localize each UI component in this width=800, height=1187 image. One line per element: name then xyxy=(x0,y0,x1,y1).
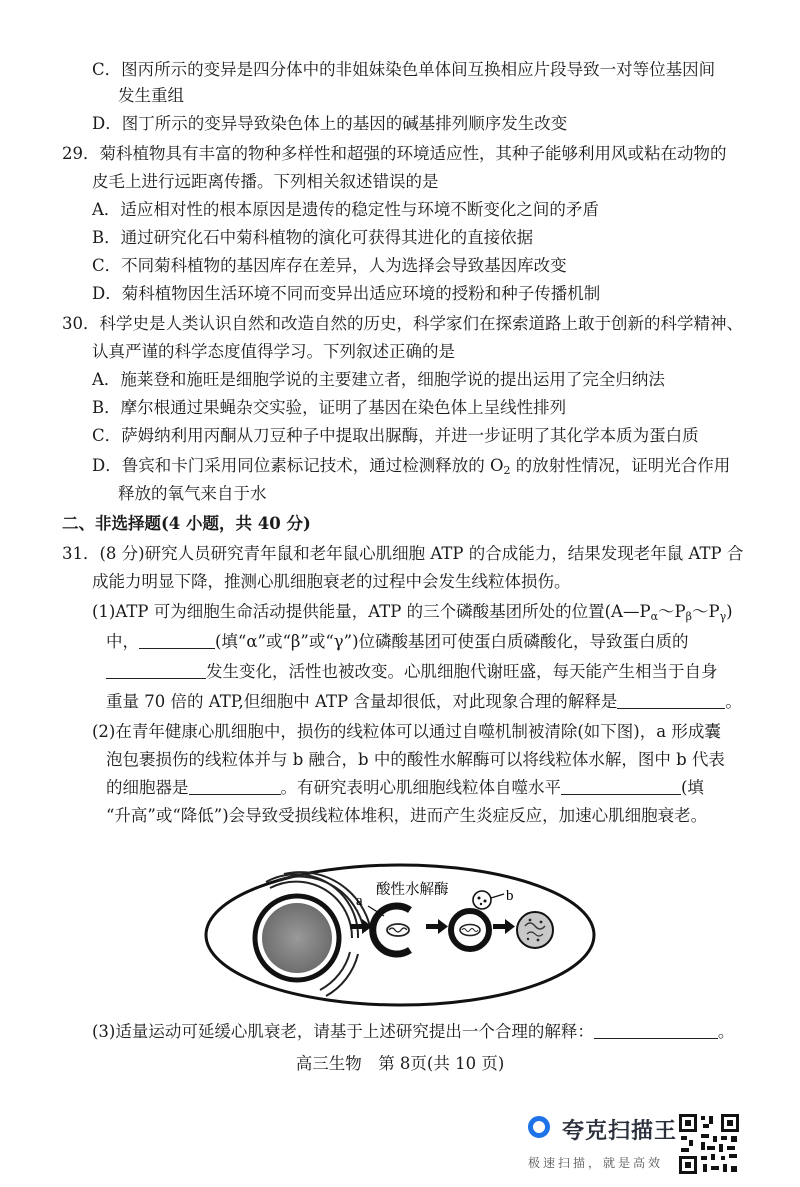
answer-blank-3[interactable] xyxy=(617,690,725,709)
q31-part1-line1: (1)ATP 可为细胞生命活动提供能量，ATP 的三个磷酸基团所处的位置$(A—P_\alpha\sim P_\beta\sim P_\gamma)$ xyxy=(92,602,733,623)
page-footer: 高三生物 第 8页(共 10 页) xyxy=(295,1054,505,1073)
q29-stem-line2: 皮毛上进行远距离传播。下列相关叙述错误的是 xyxy=(92,172,439,191)
q28-option-d: D．图丁所示的变异导致染色体上的基因的碱基排列顺序发生改变 xyxy=(92,114,568,133)
q31-part2-line3: 的细胞器是 。有研究表明心肌细胞线粒体自噬水平 (填 xyxy=(106,778,704,797)
q30-option-c: C．萨姆纳利用丙酮从刀豆种子中提取出脲酶，并进一步证明了其化学本质为蛋白质 xyxy=(92,426,699,445)
q29-option-d: D．菊科植物因生活环境不同而变异出适应环境的授粉和种子传播机制 xyxy=(92,284,601,303)
answer-blank-4[interactable] xyxy=(189,776,281,795)
q31-part2-line4: “升高”或“降低”)会导致受损线粒体堆积，进而产生炎症反应，加速心肌细胞衰老。 xyxy=(106,806,708,825)
answer-blank-1[interactable] xyxy=(139,630,215,649)
qr-code-icon xyxy=(677,1112,741,1176)
q29-option-c: C．不同菊科植物的基因库存在差异，人为选择会导致基因库改变 xyxy=(92,256,567,275)
q30-option-d-line2: 释放的氧气来自于水 xyxy=(118,484,267,503)
label-b: b xyxy=(506,888,514,904)
answer-blank-6[interactable] xyxy=(594,1020,718,1039)
q29-option-b: B．通过研究化石中菊科植物的演化可获得其进化的直接依据 xyxy=(92,228,534,247)
autolysosome xyxy=(517,912,553,948)
q31-part1-line4: 重量 70 倍的 ATP,但细胞中 ATP 含量却很低，对此现象合理的解释是 。 xyxy=(106,692,742,711)
label-a: a xyxy=(356,893,363,909)
q31-part2-line2: 泡包裹损伤的线粒体并与 b 融合，b 中的酸性水解酶可以将线粒体水解，图中 b 代表 xyxy=(106,750,725,769)
enzyme-label: 酸性水解酶 xyxy=(376,882,449,898)
q30-option-b: B．摩尔根通过果蝇杂交实验，证明了基因在染色体上呈线性排列 xyxy=(92,398,567,417)
scanner-watermark xyxy=(522,1112,792,1178)
brand-name: 夸克扫描王 xyxy=(562,1119,678,1144)
q31-part1-line3: 发生变化，活性也被改变。心肌细胞代谢旺盛，每天能产生相当于自身 xyxy=(106,660,718,684)
q30-option-a: A．施莱登和施旺是细胞学说的主要建立者，细胞学说的提出运用了完全归纳法 xyxy=(92,370,665,389)
nucleus-interior xyxy=(262,903,332,973)
q31-part1-line2: 中， (填“α”或“β”或“γ”)位磷酸基团可使蛋白质磷酸化，导致蛋白质的 xyxy=(106,632,689,651)
answer-blank-2[interactable] xyxy=(106,660,206,679)
lysosome xyxy=(473,891,491,909)
section-heading: 二、非选择题(4 小题，共 40 分) xyxy=(62,514,311,533)
q28-option-c-line1: C．图丙所示的变异是四分体中的非姐妹染色单体间互换相应片段导致一对等位基因间 xyxy=(92,60,716,79)
quark-logo-icon xyxy=(528,1116,550,1138)
q28-option-c-line2: 发生重组 xyxy=(118,86,184,105)
q29-stem-line1: 29．菊科植物具有丰富的物种多样性和超强的环境适应性，其种子能够利用风或粘在动物的 xyxy=(62,144,727,163)
q31-stem-line1: 31．(8 分)研究人员研究青年鼠和老年鼠心肌细胞 ATP 的合成能力，结果发现老年鼠 ATP 合 xyxy=(62,544,744,563)
answer-blank-5[interactable] xyxy=(561,776,681,795)
q31-part3: (3)适量运动可延缓心肌衰老，请基于上述研究提出一个合理的解释： 。 xyxy=(92,1022,735,1041)
q31-part2-line1: (2)在青年健康心肌细胞中，损伤的线粒体可以通过自噬机制被清除(如下图)，a 形成囊 xyxy=(92,722,721,741)
q30-stem-line1: 30．科学史是人类认识自然和改造自然的历史，科学家们在探索道路上敢于创新的科学精神、 xyxy=(62,314,743,333)
q30-stem-line2: 认真严谨的科学态度值得学习。下列叙述正确的是 xyxy=(92,342,455,361)
brand-slogan: 极速扫描，就是高效 xyxy=(528,1156,664,1170)
q31-stem-line2: 成能力明显下降，推测心肌细胞衰老的过程中会发生线粒体损伤。 xyxy=(92,572,571,591)
autophagy-diagram xyxy=(200,860,600,1010)
q30-option-d-line1: D．鲁宾和卡门采用同位素标记技术，通过检测释放的 $O_2$ 的放射性情况，证明光合作用 xyxy=(92,456,731,477)
q29-option-a: A．适应相对性的根本原因是遗传的稳定性与环境不断变化之间的矛盾 xyxy=(92,200,599,219)
